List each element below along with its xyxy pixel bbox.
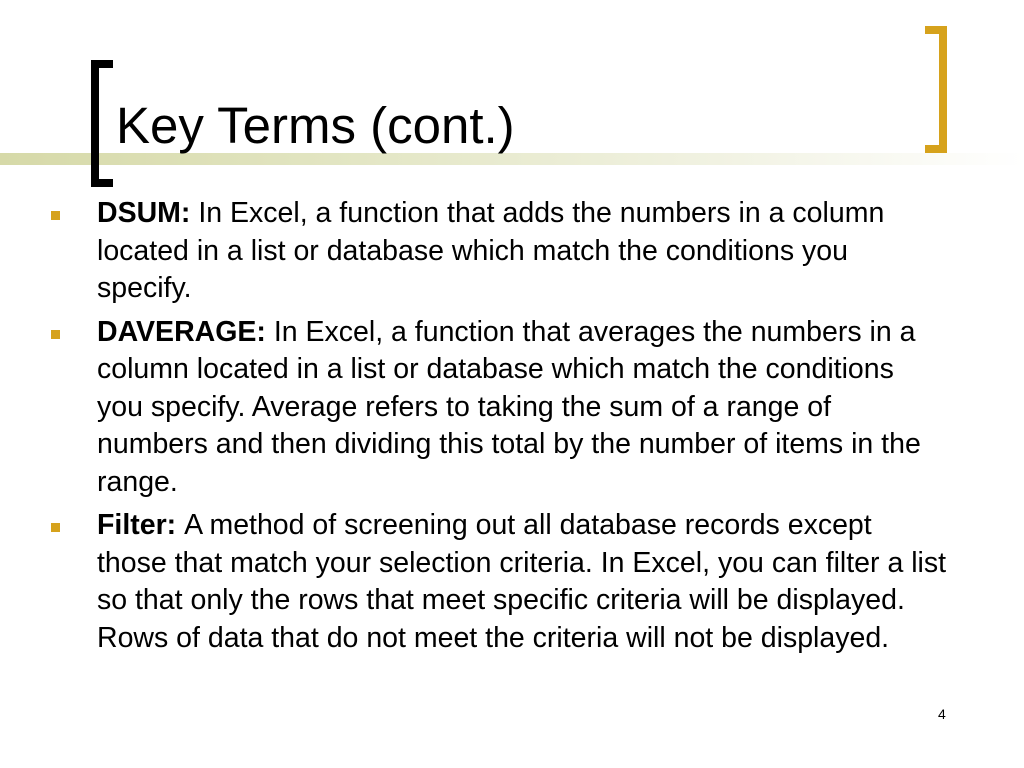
bullet-item-daverage — [0, 314, 947, 502]
term-definition: In Excel, a function that adds the numbers in a column located in a list or database which match the conditions you specify. — [97, 197, 885, 304]
bullet-list — [0, 195, 1024, 663]
bullet-item-dsum — [0, 195, 947, 308]
term-definition: In Excel, a function that averages the numbers in a column located in a list or database which match the conditions you specify. Average refers to taking the sum of a range of numbers and then dividing this total by the number of items in the range. — [97, 315, 921, 498]
term-label: Filter: — [97, 509, 185, 541]
slide-title: Key Terms (cont.) — [116, 97, 515, 154]
left-bracket-decoration — [91, 60, 113, 187]
right-bracket-decoration — [925, 26, 947, 153]
square-bullet-icon — [51, 211, 60, 220]
term-label: DSUM: — [97, 197, 199, 229]
title-band — [0, 153, 1024, 165]
square-bullet-icon — [51, 523, 60, 532]
term-definition: A method of screening out all database records except those that match your selection criteria. In Excel, you can filter a list so that only the rows that meet specific criteria will be displayed. Rows of data that do not meet the criteria will not be displayed. — [97, 509, 947, 654]
square-bullet-icon — [51, 330, 60, 339]
bullet-item-filter — [0, 507, 947, 657]
term-label: DAVERAGE: — [97, 315, 274, 348]
page-number: 4 — [938, 706, 946, 722]
